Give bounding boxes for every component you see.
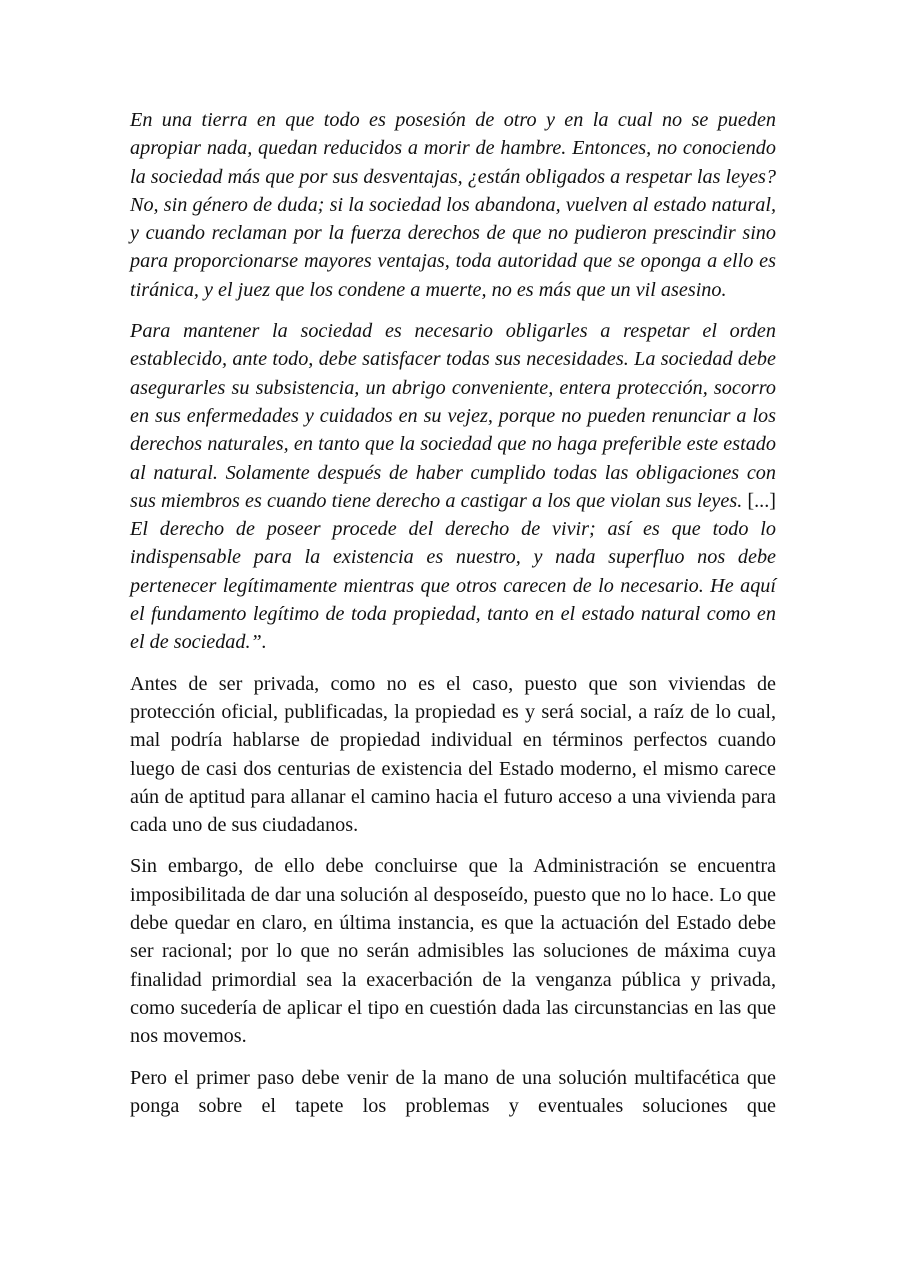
- quote-paragraph-2-part-1: Para mantener la sociedad es necesario obligarles a respetar el orden establecido, ante todo, debe satisfacer todas sus necesidades. La sociedad debe asegurarles su subsistencia, un abrigo conveniente, entera protección, socorro en sus enfermedades y cuidados en su vejez, porque no pueden renunciar a los derechos naturales, en tanto que la sociedad que no haga preferible este estado al natural. Solamente después de haber cumplido todas las obligaciones con sus miembros es cuando tiene derecho a castigar a los que violan sus leyes.: [130, 320, 776, 512]
- quote-paragraph-2: [130, 317, 776, 657]
- ellipsis-marker: [...]: [742, 489, 776, 512]
- quote-paragraph-2-part-2: El derecho de poseer procede del derecho de vivir; así es que todo lo indispensable para la existencia es nuestro, y nada superfluo nos debe pertenecer legítimamente mientras que otros carecen de lo necesario. He aquí el fundamento legítimo de toda propiedad, tanto en el estado natural como en el de sociedad.”.: [130, 518, 776, 654]
- body-paragraph-5: Pero el primer paso debe venir de la mano de una solución multifacética que ponga sobre el tapete los problemas y eventuales soluciones que: [130, 1066, 776, 1117]
- body-paragraph-3: Antes de ser privada, como no es el caso, puesto que son viviendas de protección oficial, publificadas, la propiedad es y será social, a raíz de lo cual, mal podría hablarse de propiedad individual en términos perfectos cuando luego de casi dos centurias de existencia del Estado moderno, el mismo carece aún de aptitud para allanar el camino hacia el futuro acceso a una vivienda para cada uno de sus ciudadanos.: [130, 672, 776, 837]
- quote-paragraph-1: En una tierra en que todo es posesión de otro y en la cual no se pueden apropiar nada, quedan reducidos a morir de hambre. Entonces, no conociendo la sociedad más que por sus desventajas, ¿están obligados a respetar las leyes? No, sin género de duda; si la sociedad los abandona, vuelven al estado natural, y cuando reclaman por la fuerza derechos de que no pudieron prescindir sino para proporcionarse mayores ventajas, toda autoridad que se oponga a ello es tiránica, y el juez que los condene a muerte, no es más que un vil asesino.: [130, 109, 776, 301]
- document-page: [130, 106, 776, 1133]
- body-paragraph-4: Sin embargo, de ello debe concluirse que la Administración se encuentra imposibilitada de dar una solución al desposeído, puesto que no lo hace. Lo que debe quedar en claro, en última instancia, es que la actuación del Estado debe ser racional; por lo que no serán admisibles las soluciones de máxima cuya finalidad primordial sea la exacerbación de la venganza pública y privada, como sucedería de aplicar el tipo en cuestión dada las circunstancias en las que nos movemos.: [130, 855, 776, 1048]
